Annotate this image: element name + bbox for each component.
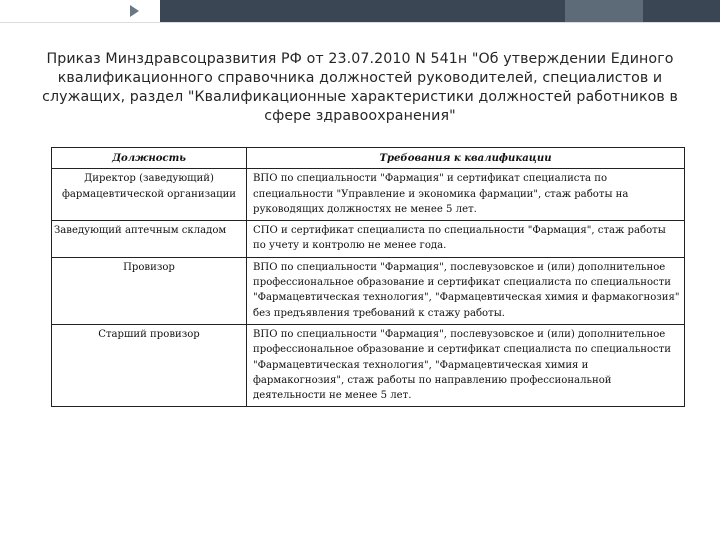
table-row: [52, 257, 685, 324]
qualification-table: [51, 147, 685, 407]
position-cell: Старший провизор: [52, 324, 247, 406]
requirements-cell: ВПО по специальности "Фармация", послевузовское и (или) дополнительное профессиональное образование и сертификат специалиста по специальности "Фармацевтическая технология", "Фармацевтическая химия и фармакогнозия" без предъявления требований к стажу работы.: [247, 257, 685, 324]
position-cell: Провизор: [52, 257, 247, 324]
table-row: [52, 324, 685, 406]
table-row: [52, 169, 685, 221]
header-requirements: Требования к квалификации: [247, 148, 685, 169]
header-position: Должность: [52, 148, 247, 169]
header-accent-band: [565, 0, 643, 22]
table-row: [52, 221, 685, 258]
table-header-row: [52, 148, 685, 169]
position-cell: Директор (заведующий) фармацевтической организации: [52, 169, 247, 221]
slide-title: Приказ Минздравсоцразвития РФ от 23.07.2010 N 541н "Об утверждении Единого квалификационного справочника должностей руководителей, специалистов и служащих, раздел "Квалификационные характеристики должностей работников в сфере здравоохранения": [42, 51, 678, 124]
header-divider: [0, 22, 720, 23]
position-cell: Заведующий аптечным складом: [52, 221, 247, 258]
requirements-cell: СПО и сертификат специалиста по специальности "Фармация", стаж работы по учету и контролю не менее года.: [247, 221, 685, 258]
requirements-cell: ВПО по специальности "Фармация" и сертификат специалиста по специальности "Управление и экономика фармации", стаж работы на руководящих должностях не менее 5 лет.: [247, 169, 685, 221]
requirements-cell: ВПО по специальности "Фармация", послевузовское и (или) дополнительное профессиональное образование и сертификат специалиста по специальности "Фармацевтическая технология", "Фармацевтическая химия и фармакогнозия", стаж работы по направлению профессиональной деятельности не менее 5 лет.: [247, 324, 685, 406]
slide-header-bar: [0, 0, 720, 22]
play-triangle-icon: [130, 5, 139, 17]
